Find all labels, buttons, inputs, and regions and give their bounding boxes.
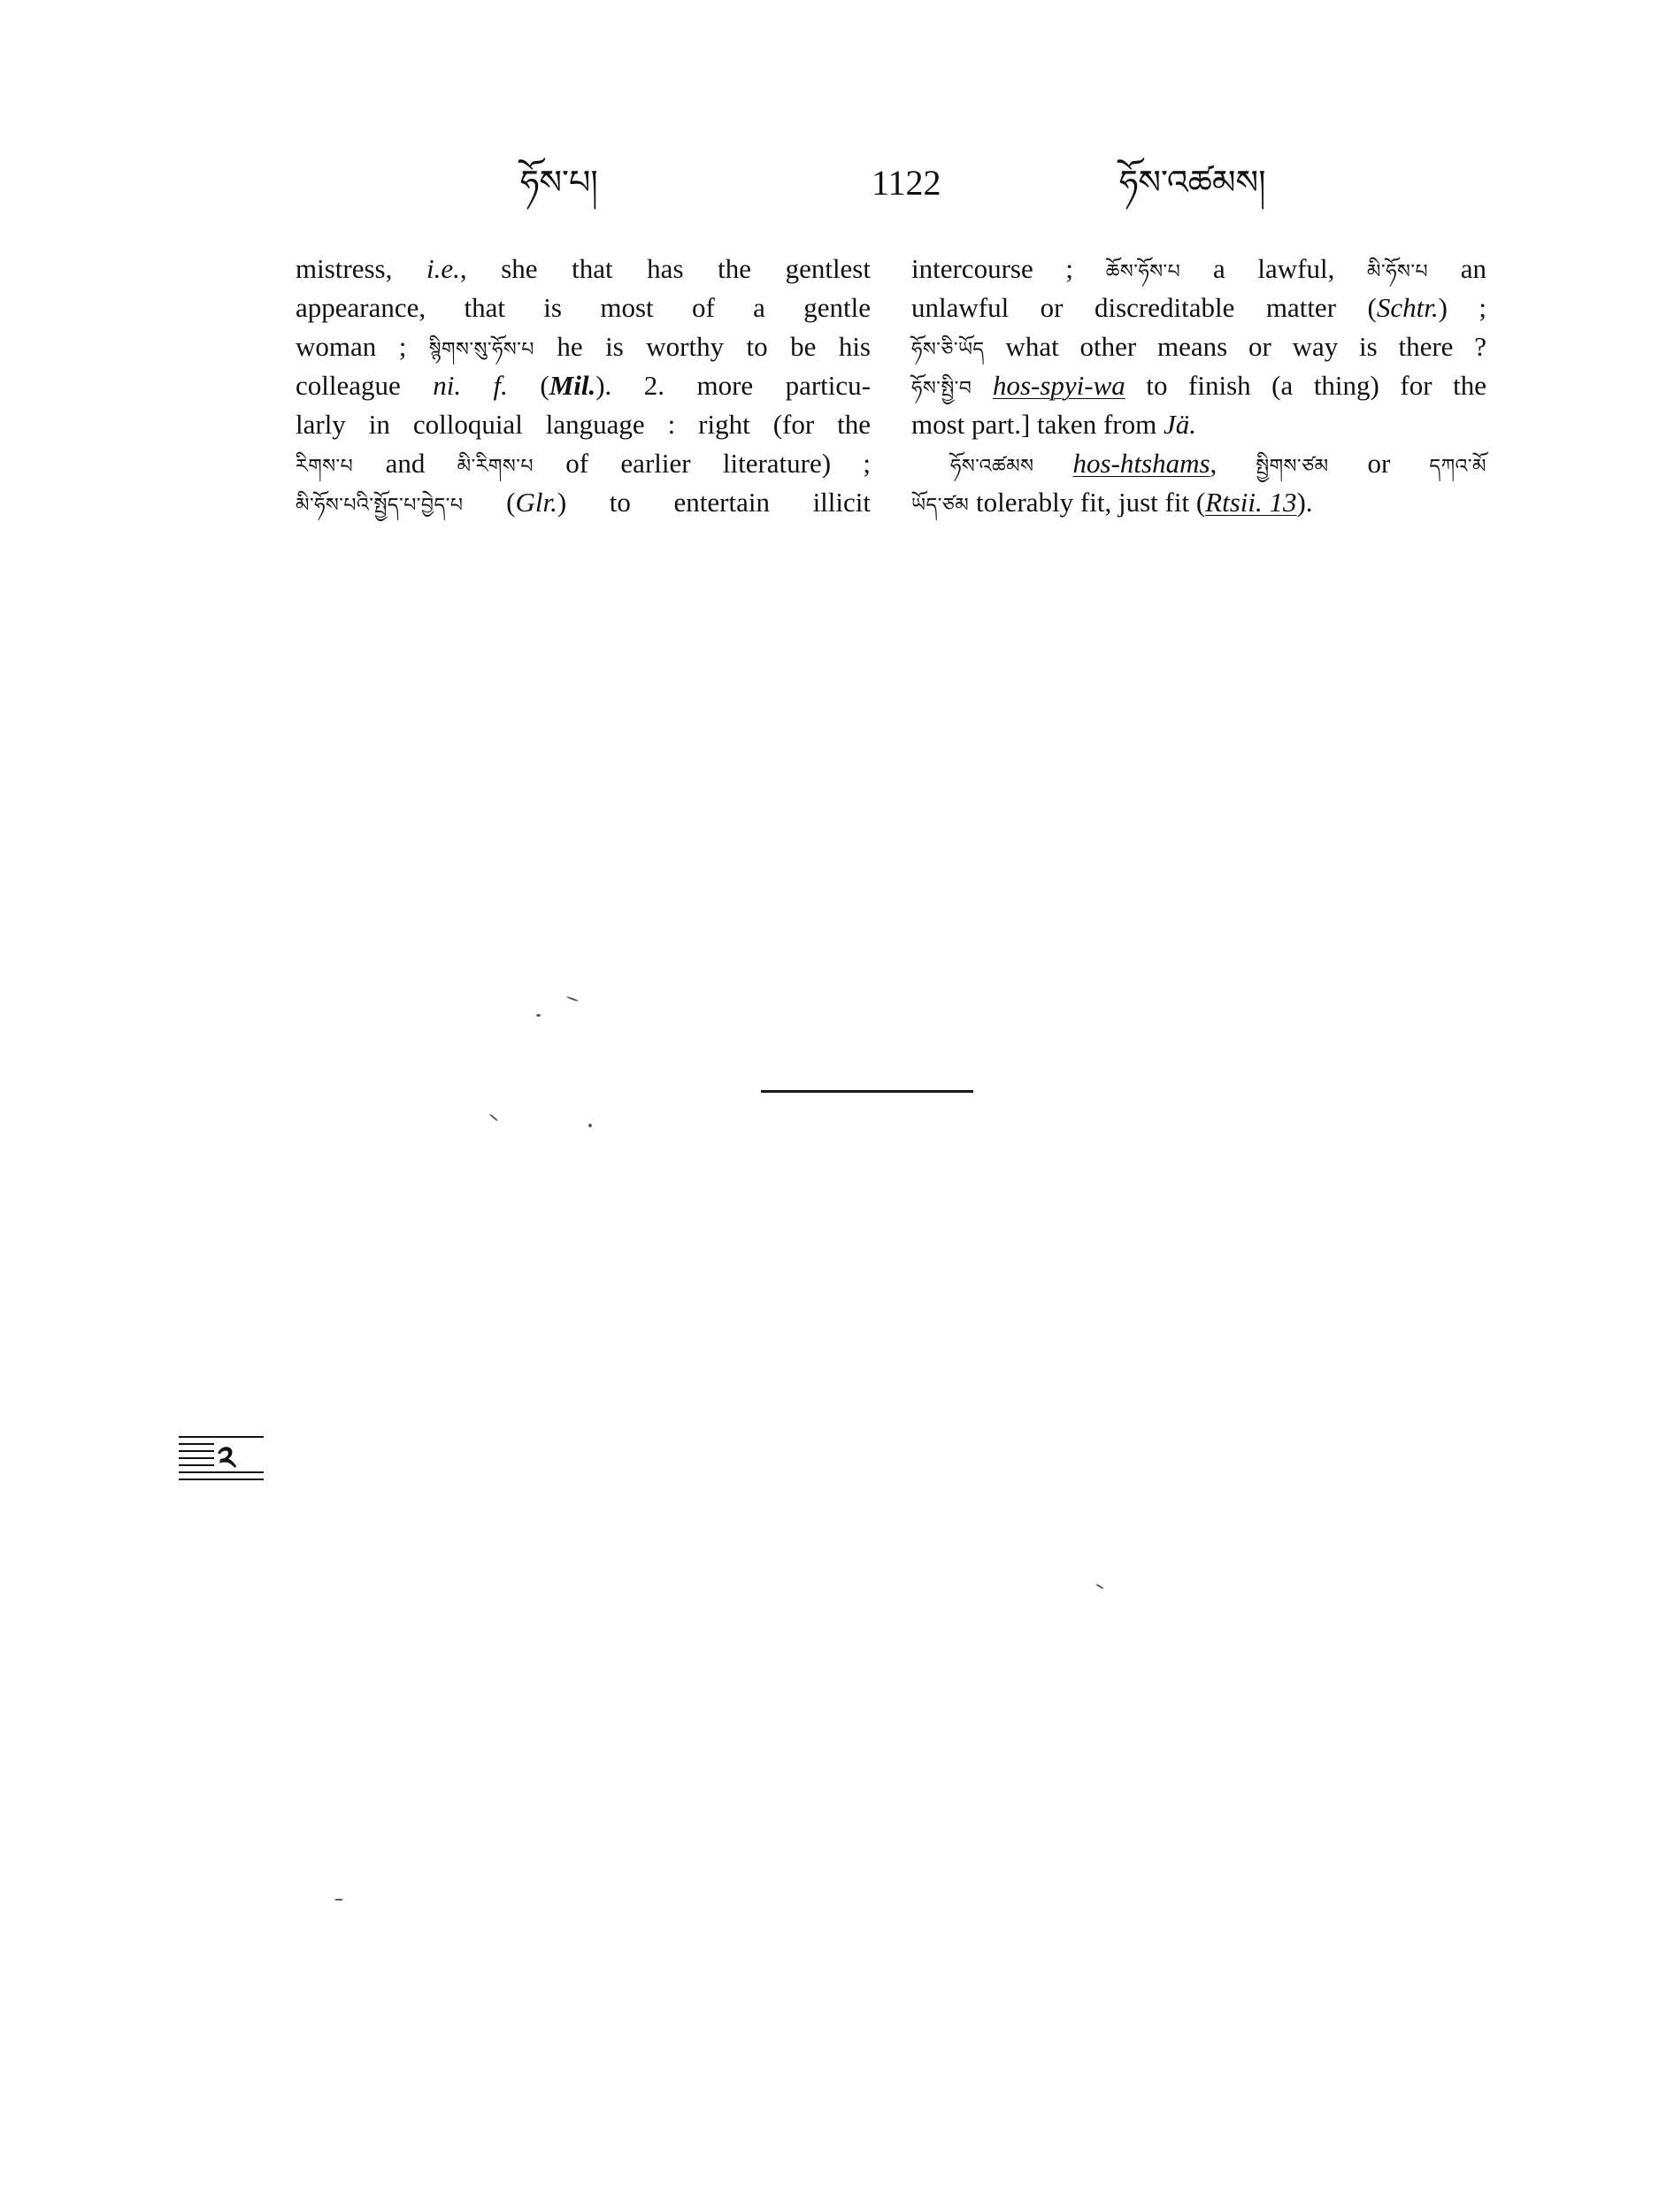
text-segment: hos-spyi-wa [992,370,1125,401]
text-segment: hos-htshams [1072,448,1210,479]
text-segment: most part.] taken from [911,409,1164,440]
scan-speck [536,1014,541,1017]
right-text-column [911,250,1486,522]
text-segment [1034,448,1073,479]
left-column-line [296,405,871,444]
right-column-line [911,483,1486,522]
tibetan-term: ཡོད་ཙམ [911,494,970,516]
text-segment: larly in colloquial language : right (for the [296,409,871,440]
text-segment: ( [463,487,516,518]
text-segment: ). 2. more particu- [595,370,871,401]
text-segment: mistress, [296,253,426,284]
scan-speck [588,1124,592,1127]
text-segment: appearance, that is most of a gentle [296,292,871,323]
left-text-column [296,250,871,522]
text-segment: unlawful or discreditable matter ( [911,292,1377,323]
left-column-line [296,250,871,288]
text-segment: an [1428,253,1487,284]
text-segment: and [353,448,457,479]
text-segment: he is worthy to be his [534,331,871,362]
running-head-left-text: ཧོས་པ། [520,165,598,202]
text-segment: a lawful, [1180,253,1368,284]
tibetan-term: ཧོས་སྤྱི་བ [911,377,972,399]
tibetan-term: ཧོས་ཅི་ཡོད [911,338,985,360]
tibetan-term: ཧོས་འཚམས [950,455,1034,477]
left-column-line [296,483,871,522]
tibetan-numeral-stamp-icon [179,1433,264,1485]
scan-speck [334,1899,343,1901]
right-column-line [911,366,1486,405]
text-segment: , [1210,448,1256,479]
text-segment: ni. f. [433,370,508,401]
text-segment: , she that has the gentlest [459,253,871,284]
left-column-line [296,327,871,366]
right-column-line [911,288,1486,327]
left-column-line [296,366,871,405]
running-head-left [520,164,598,203]
scan-speck [1095,1584,1104,1590]
left-column-line [296,288,871,327]
text-segment: of earlier literature) ; [534,448,871,479]
text-segment: ) to entertain illicit [557,487,872,518]
text-segment: Schtr. [1376,292,1439,323]
right-column-line [911,250,1486,288]
text-segment: woman ; [296,331,429,362]
left-column-line [296,444,871,483]
text-segment [972,370,993,401]
tibetan-term: མི་ཧོས་པའི་སྤྱོད་པ་བྱེད་པ [296,494,464,516]
page-number [872,164,941,203]
text-segment: ( [507,370,549,401]
text-segment: Mil. [549,370,596,401]
text-segment: or [1328,448,1430,479]
text-segment: Jä. [1163,409,1196,440]
text-segment: tolerably fit, just fit ( [969,487,1206,518]
text-segment: ) ; [1438,292,1486,323]
tibetan-term: མི་རིགས་པ [457,455,534,477]
stamp-glyph: ༢ [218,1440,235,1479]
right-column-line [911,327,1486,366]
tibetan-term: དཀའ་མོ [1429,455,1486,477]
text-segment: what other means or way is there ? [984,331,1486,362]
tibetan-term: ཆོས་ཧོས་པ [1105,260,1181,282]
text-segment: to finish (a thing) for the [1125,370,1486,401]
tibetan-term: མི་ཧོས་པ [1367,260,1429,282]
text-segment: Rtsii. 13 [1205,487,1297,518]
tibetan-term: རིགས་པ [296,455,354,477]
tibetan-term: སྙིགས་སུ་ཧོས་པ [428,338,534,360]
page-number-text: 1122 [872,163,941,203]
section-divider [761,1090,973,1093]
running-head-right-text: ཧོས་འཚམས། [1119,165,1266,202]
right-column-line [911,405,1486,444]
text-segment: colleague [296,370,434,401]
text-segment: i.e. [426,253,460,284]
scan-speck [566,996,579,1002]
text-segment: ). [1296,487,1313,518]
scan-speck [489,1113,498,1121]
text-segment: Glr. [515,487,557,518]
text-segment: intercourse ; [911,253,1106,284]
running-head-right [1119,164,1266,203]
right-column-line [911,444,1486,483]
tibetan-term: སྤྱིགས་ཙམ [1256,455,1329,477]
